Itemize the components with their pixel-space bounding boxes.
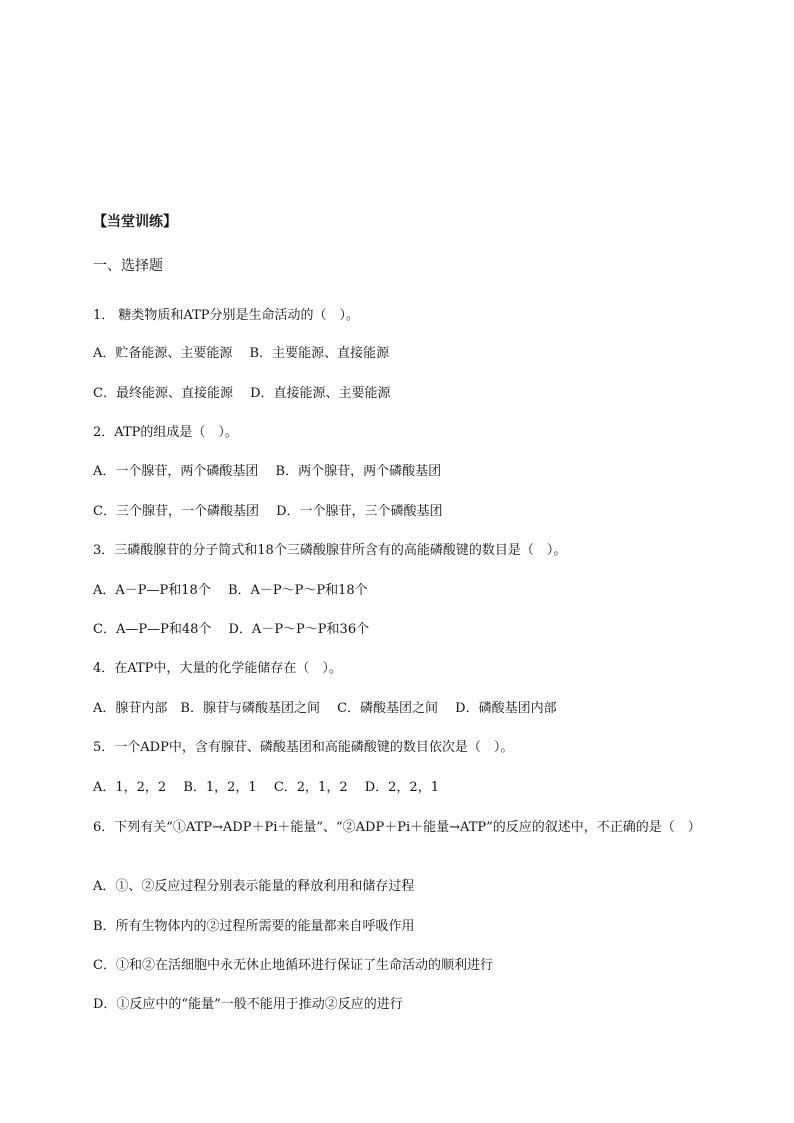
question-3-stem: 3．三磷酸腺苷的分子简式和18个三磷酸腺苷所含有的高能磷酸键的数目是（ ）。 [93, 543, 567, 558]
question-3-options-cd: C．A—P—P和48个 D．A－P～P～P和36个 [93, 622, 370, 637]
question-type-title: 一、选择题 [93, 258, 163, 274]
question-6-option-a: A．①、②反应过程分别表示能量的释放利用和储存过程 [93, 879, 415, 894]
question-2-stem: 2．ATP的组成是（ ）。 [93, 425, 238, 440]
section-heading: 【当堂训练】 [93, 214, 177, 230]
question-1-options-ab: A．贮备能源、主要能源 B．主要能源、直接能源 [93, 346, 390, 361]
question-2-options-cd: C．三个腺苷，一个磷酸基团 D．一个腺苷，三个磷酸基团 [93, 504, 443, 519]
question-5-stem: 5．一个ADP中，含有腺苷、磷酸基团和高能磷酸键的数目依次是（ ）。 [93, 740, 514, 755]
question-4-options: A．腺苷内部 B．腺苷与磷酸基团之间 C．磷酸基团之间 D．磷酸基团内部 [93, 701, 557, 716]
question-6-option-d: D．①反应中的“能量”一般不能用于推动②反应的进行 [93, 997, 403, 1012]
question-1-options-cd: C．最终能源、直接能源 D．直接能源、主要能源 [93, 386, 391, 401]
question-6-option-c: C．①和②在活细胞中永无休止地循环进行保证了生命活动的顺利进行 [93, 958, 493, 973]
question-2-options-ab: A．一个腺苷，两个磷酸基团 B．两个腺苷，两个磷酸基团 [93, 464, 442, 479]
question-1-stem: 1． 糖类物质和ATP分别是生命活动的（ ）。 [93, 308, 359, 323]
question-6-stem: 6．下列有关“①ATP→ADP＋Pi＋能量”、“②ADP＋Pi＋能量→ATP”的反应的叙述中，不正确的是（ ） [93, 820, 701, 835]
question-5-options: A．1，2，2 B．1，2，1 C．2，1，2 D．2，2，1 [93, 780, 439, 795]
question-6-option-b: B．所有生物体内的②过程所需要的能量都来自呼吸作用 [93, 919, 415, 934]
question-3-options-ab: A．A－P—P和18个 B．A－P～P～P和18个 [93, 583, 368, 598]
question-4-stem: 4．在ATP中，大量的化学能储存在（ ）。 [93, 661, 342, 676]
